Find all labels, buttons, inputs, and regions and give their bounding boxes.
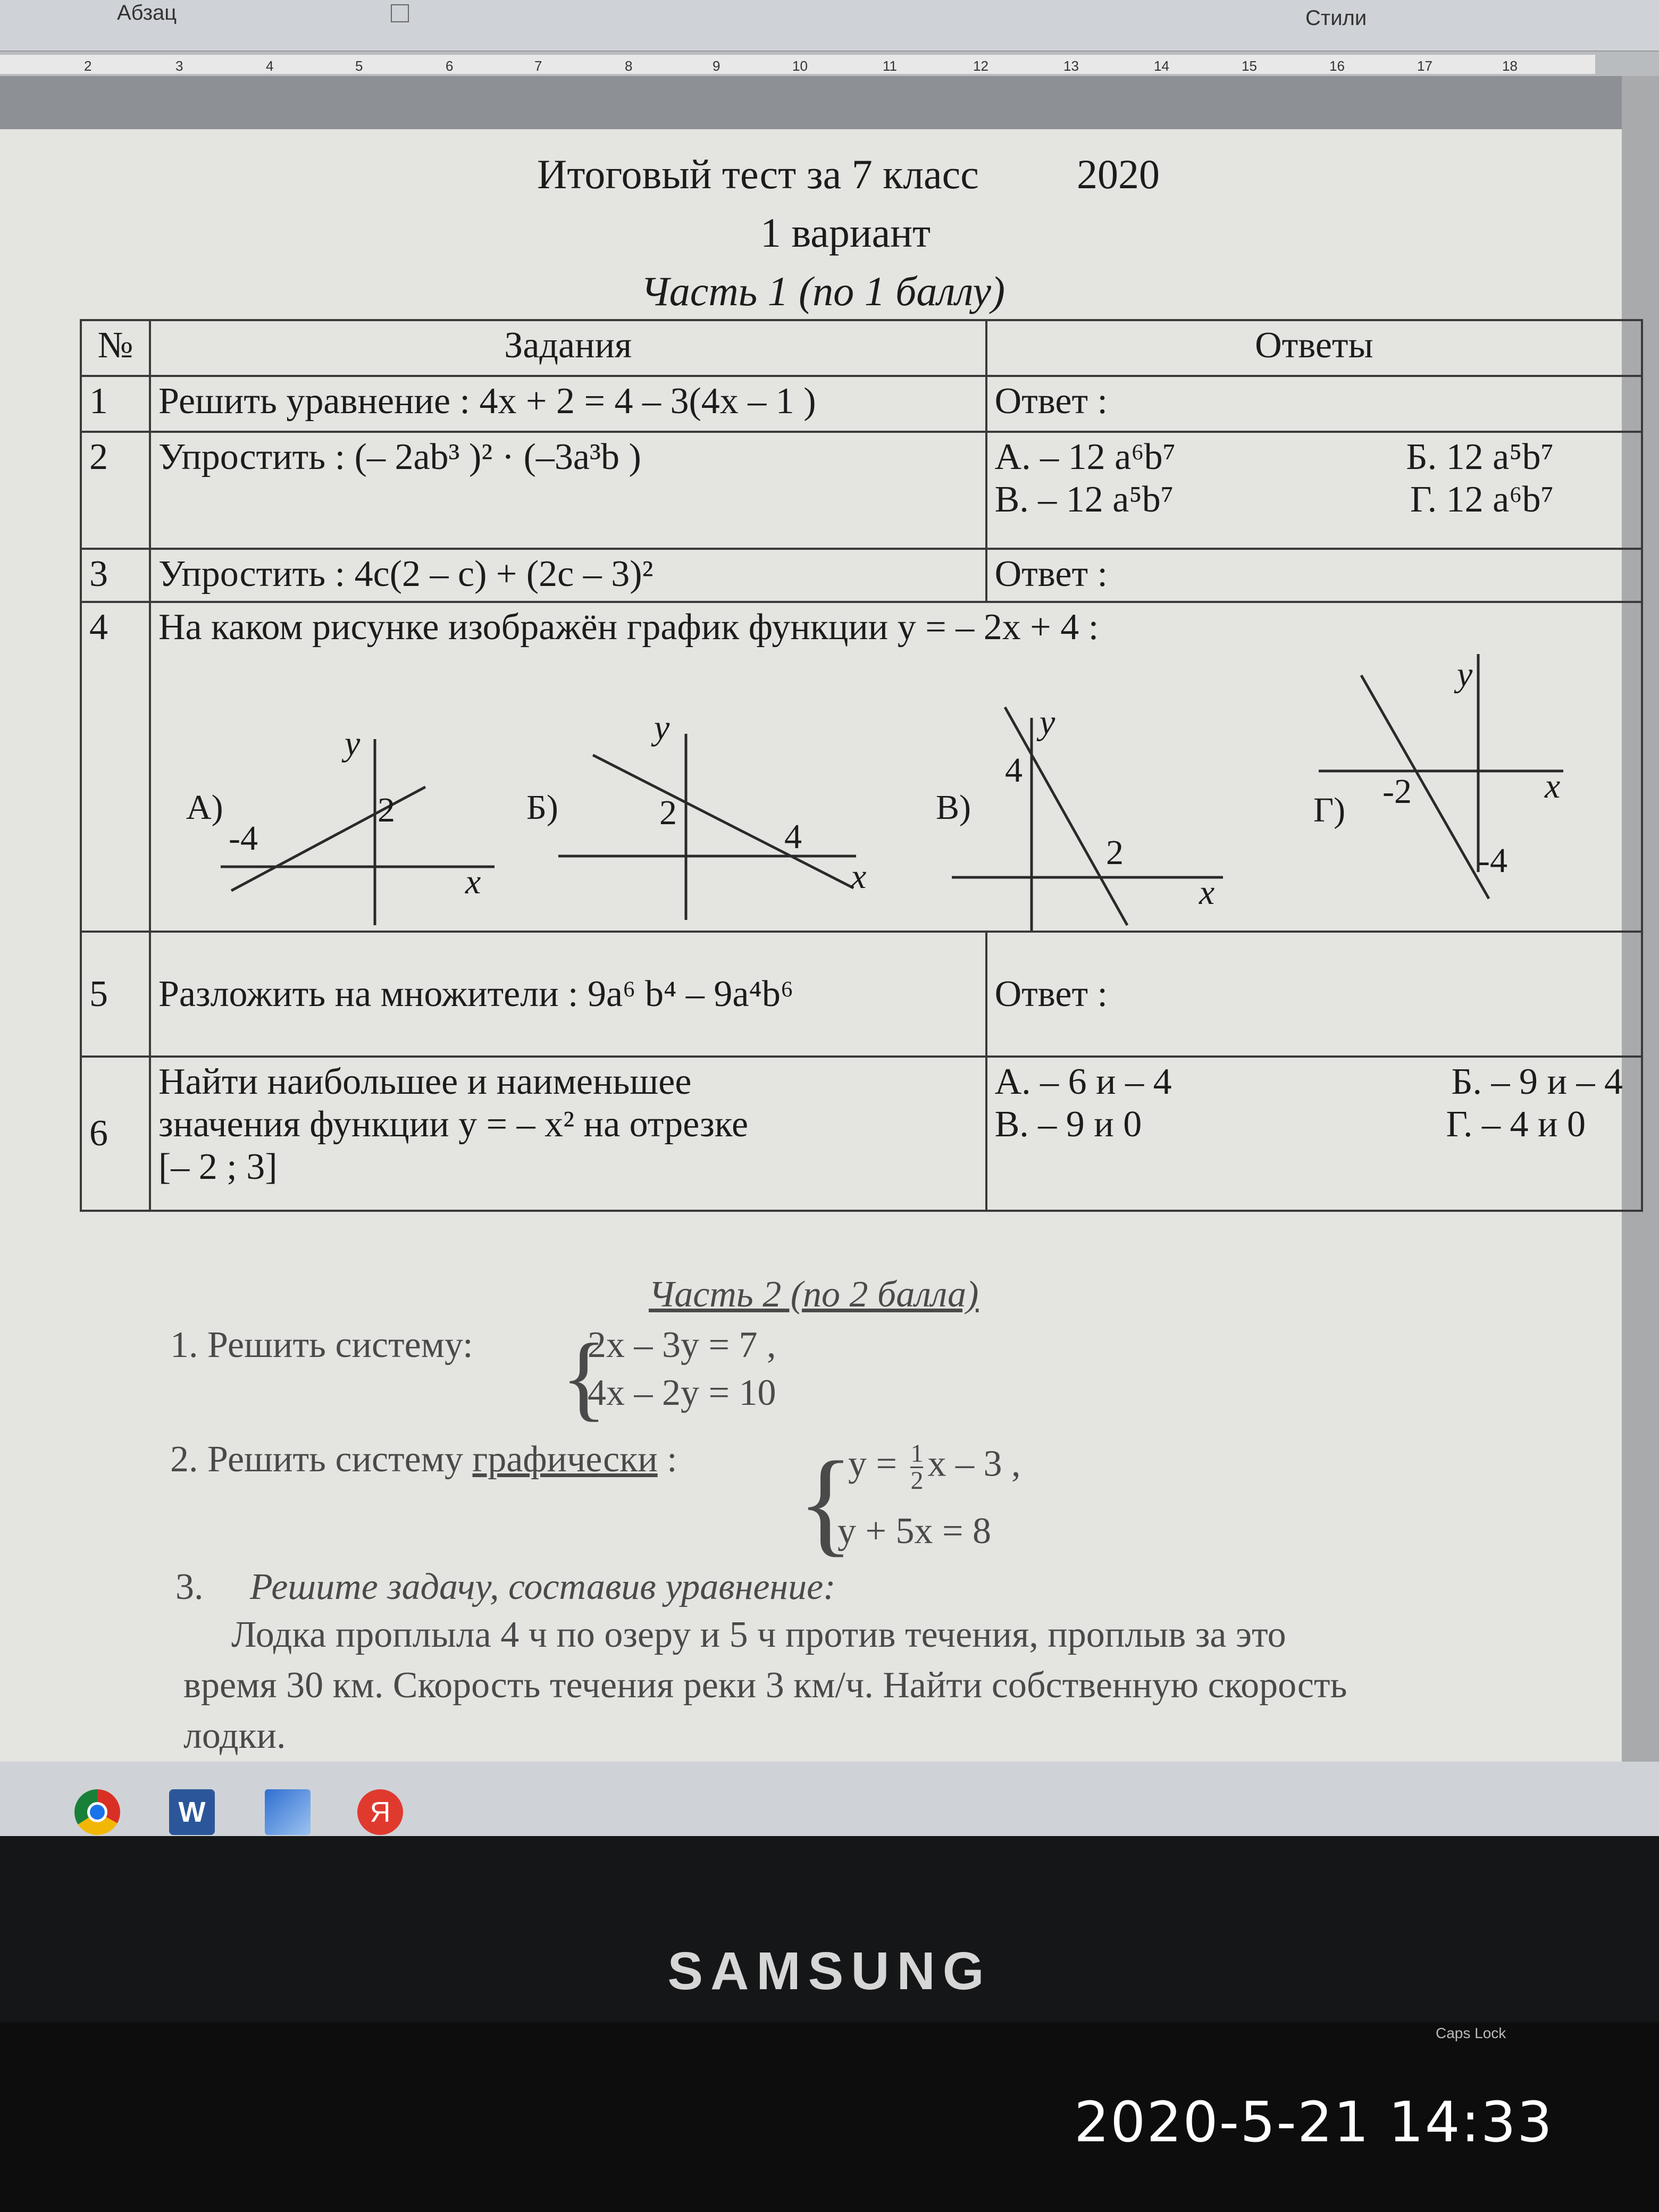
q1-equation-1: 2x – 3y = 7 , bbox=[588, 1325, 776, 1365]
q3-text-line: время 30 км. Скорость течения реки 3 км/ч. Найти собственную скорость bbox=[183, 1665, 1347, 1706]
answer-options bbox=[986, 1057, 1642, 1211]
paragraph-dialog-launcher-icon[interactable] bbox=[391, 4, 409, 22]
part1-title: Часть 1 (по 1 баллу) bbox=[641, 268, 1005, 314]
graph-b-intercept-y: 2 bbox=[659, 793, 677, 832]
task-text bbox=[150, 1057, 986, 1211]
horizontal-ruler[interactable] bbox=[0, 51, 1659, 78]
graph-a-intercept-x: -4 bbox=[229, 819, 258, 858]
q2-eq1-start: y = bbox=[848, 1443, 907, 1485]
styles-group-label: Стили bbox=[1305, 6, 1367, 30]
row-number: 4 bbox=[81, 602, 150, 932]
answer-field: Ответ : bbox=[986, 549, 1642, 602]
q2-fraction-numerator: 1 bbox=[910, 1439, 924, 1468]
network-icon[interactable] bbox=[265, 1789, 311, 1835]
paragraph-group-label: Абзац bbox=[117, 1, 177, 24]
task-line: значения функции y = – x² на отрезке bbox=[158, 1104, 749, 1145]
option-v: В. – 12 a⁵b⁷ bbox=[994, 479, 1174, 520]
q1-brace-icon: { bbox=[561, 1324, 607, 1430]
q3-text-line: лодки. bbox=[183, 1715, 286, 1756]
q3-text-line: Лодка проплыла 4 ч по озеру и 5 ч против течения, проплыв за это bbox=[231, 1614, 1286, 1655]
q2-eq1-end: x – 3 , bbox=[927, 1443, 1021, 1485]
ruler-tick: 13 bbox=[1063, 58, 1079, 74]
q2-fraction-denominator: 2 bbox=[910, 1467, 924, 1495]
graph-a-x-label: x bbox=[465, 862, 481, 901]
q2-label-colon: : bbox=[657, 1439, 677, 1480]
graph-b-line bbox=[593, 755, 853, 888]
graph-g-intercept-x: -2 bbox=[1382, 772, 1412, 811]
graph-b-x-label: x bbox=[851, 857, 867, 896]
graph-g-label: Г) bbox=[1313, 791, 1346, 830]
q1-label: 1. Решить систему: bbox=[170, 1325, 473, 1365]
ruler-tick: 3 bbox=[175, 58, 183, 74]
task-text: На каком рисунке изображён график функции y = – 2x + 4 : bbox=[158, 607, 1099, 648]
variant-label: 1 вариант bbox=[760, 210, 931, 256]
q2-label-text: 2. Решить систему bbox=[170, 1439, 473, 1480]
graph-a-label: А) bbox=[186, 788, 223, 827]
graph-a-intercept-y: 2 bbox=[378, 791, 395, 830]
ruler-tick: 12 bbox=[973, 58, 988, 74]
word-ribbon bbox=[0, 0, 1659, 51]
ruler-track bbox=[0, 55, 1595, 74]
graph-g-y-label: y bbox=[1457, 655, 1473, 694]
row-number: 1 bbox=[81, 376, 150, 432]
monitor-brand-logo: SAMSUNG bbox=[667, 1941, 992, 2001]
graph-v-y-label: y bbox=[1040, 703, 1055, 742]
graph-v-intercept-x: 2 bbox=[1106, 833, 1124, 872]
graph-v-label: В) bbox=[936, 788, 971, 827]
caps-lock-label: Caps Lock bbox=[1436, 2025, 1506, 2041]
document-canvas-margin bbox=[0, 76, 1659, 129]
q1-equation-2: 4x – 2y = 10 bbox=[588, 1372, 776, 1413]
ruler-tick: 16 bbox=[1329, 58, 1345, 74]
option-b: Б. 12 a⁵b⁷ bbox=[1406, 437, 1554, 477]
chrome-center-icon bbox=[87, 1802, 107, 1822]
option-a: А. – 6 и – 4 bbox=[994, 1061, 1172, 1102]
answer-options bbox=[986, 432, 1642, 549]
graph-v-intercept-y: 4 bbox=[1005, 751, 1023, 790]
photo-timestamp: 2020-5-21 14:33 bbox=[1074, 2090, 1553, 2155]
q2-equation-1 bbox=[848, 1441, 1020, 1494]
q3-title: Решите задачу, составив уравнение: bbox=[250, 1566, 836, 1607]
ruler-tick: 2 bbox=[84, 58, 92, 74]
option-v: В. – 9 и 0 bbox=[994, 1104, 1142, 1145]
q2-fraction bbox=[910, 1441, 923, 1494]
header-answers: Ответы bbox=[986, 320, 1642, 376]
windows-taskbar bbox=[0, 1762, 1659, 1836]
ruler-tick: 5 bbox=[355, 58, 363, 74]
q2-equation-2: y + 5x = 8 bbox=[837, 1511, 991, 1552]
ruler-tick: 6 bbox=[446, 58, 454, 74]
row-number: 6 bbox=[81, 1057, 150, 1211]
ruler-tick: 17 bbox=[1417, 58, 1432, 74]
ruler-tick: 11 bbox=[883, 58, 897, 74]
graph-a-y-label: y bbox=[345, 724, 361, 763]
ruler-tick: 18 bbox=[1502, 58, 1518, 74]
task-line: [– 2 ; 3] bbox=[158, 1146, 278, 1187]
task-line: Найти наибольшее и наименьшее bbox=[158, 1061, 692, 1102]
task-text: Разложить на множители : 9a⁶ b⁴ – 9a⁴b⁶ bbox=[150, 932, 986, 1057]
yandex-icon[interactable]: Я bbox=[357, 1789, 403, 1835]
task-text: Решить уравнение : 4x + 2 = 4 – 3(4x – 1 ) bbox=[150, 376, 986, 432]
word-icon[interactable]: W bbox=[169, 1789, 215, 1835]
q2-brace-icon: { bbox=[798, 1437, 854, 1567]
chrome-icon[interactable] bbox=[74, 1789, 120, 1835]
ruler-tick: 10 bbox=[792, 58, 808, 74]
ruler-tick: 14 bbox=[1154, 58, 1169, 74]
ruler-tick: 15 bbox=[1242, 58, 1257, 74]
ruler-tick: 4 bbox=[266, 58, 274, 74]
task-text: Упростить : 4c(2 – c) + (2c – 3)² bbox=[150, 549, 986, 602]
graph-v-line bbox=[1005, 707, 1127, 925]
header-tasks: Задания bbox=[150, 320, 986, 376]
option-g: Г. 12 a⁶b⁷ bbox=[1410, 479, 1554, 520]
part2-title: Часть 2 (по 2 балла) bbox=[649, 1274, 979, 1315]
test-year: 2020 bbox=[1077, 151, 1160, 197]
option-a: А. – 12 a⁶b⁷ bbox=[994, 437, 1176, 477]
row-number: 5 bbox=[81, 932, 150, 1057]
graph-b-intercept-x: 4 bbox=[784, 817, 802, 856]
task-text: Упростить : (– 2ab³ )² · (–3a³b ) bbox=[150, 432, 986, 549]
option-g: Г. – 4 и 0 bbox=[1446, 1104, 1586, 1145]
row-number: 3 bbox=[81, 549, 150, 602]
graph-g-x-label: x bbox=[1545, 767, 1561, 806]
graphs-figure bbox=[160, 655, 1648, 936]
graph-b-label: Б) bbox=[526, 788, 558, 827]
ruler-tick: 8 bbox=[625, 58, 633, 74]
graph-g-line bbox=[1361, 675, 1489, 899]
ruler-tick: 9 bbox=[713, 58, 720, 74]
graph-v-x-label: x bbox=[1199, 873, 1215, 912]
graph-b-y-label: y bbox=[654, 708, 670, 747]
test-title: Итоговый тест за 7 класс bbox=[537, 151, 979, 197]
answer-field: Ответ : bbox=[986, 932, 1642, 1057]
q2-label-graphically: графически bbox=[472, 1439, 658, 1480]
answer-field: Ответ : bbox=[986, 376, 1642, 432]
row-number: 2 bbox=[81, 432, 150, 549]
ruler-tick: 7 bbox=[534, 58, 542, 74]
graph-g-intercept-y: -4 bbox=[1478, 841, 1507, 880]
q2-label bbox=[170, 1438, 677, 1481]
graph-a-line bbox=[231, 787, 425, 891]
option-b: Б. – 9 и – 4 bbox=[1451, 1061, 1623, 1102]
header-number: № bbox=[81, 320, 150, 376]
q3-number: 3. bbox=[175, 1566, 204, 1607]
